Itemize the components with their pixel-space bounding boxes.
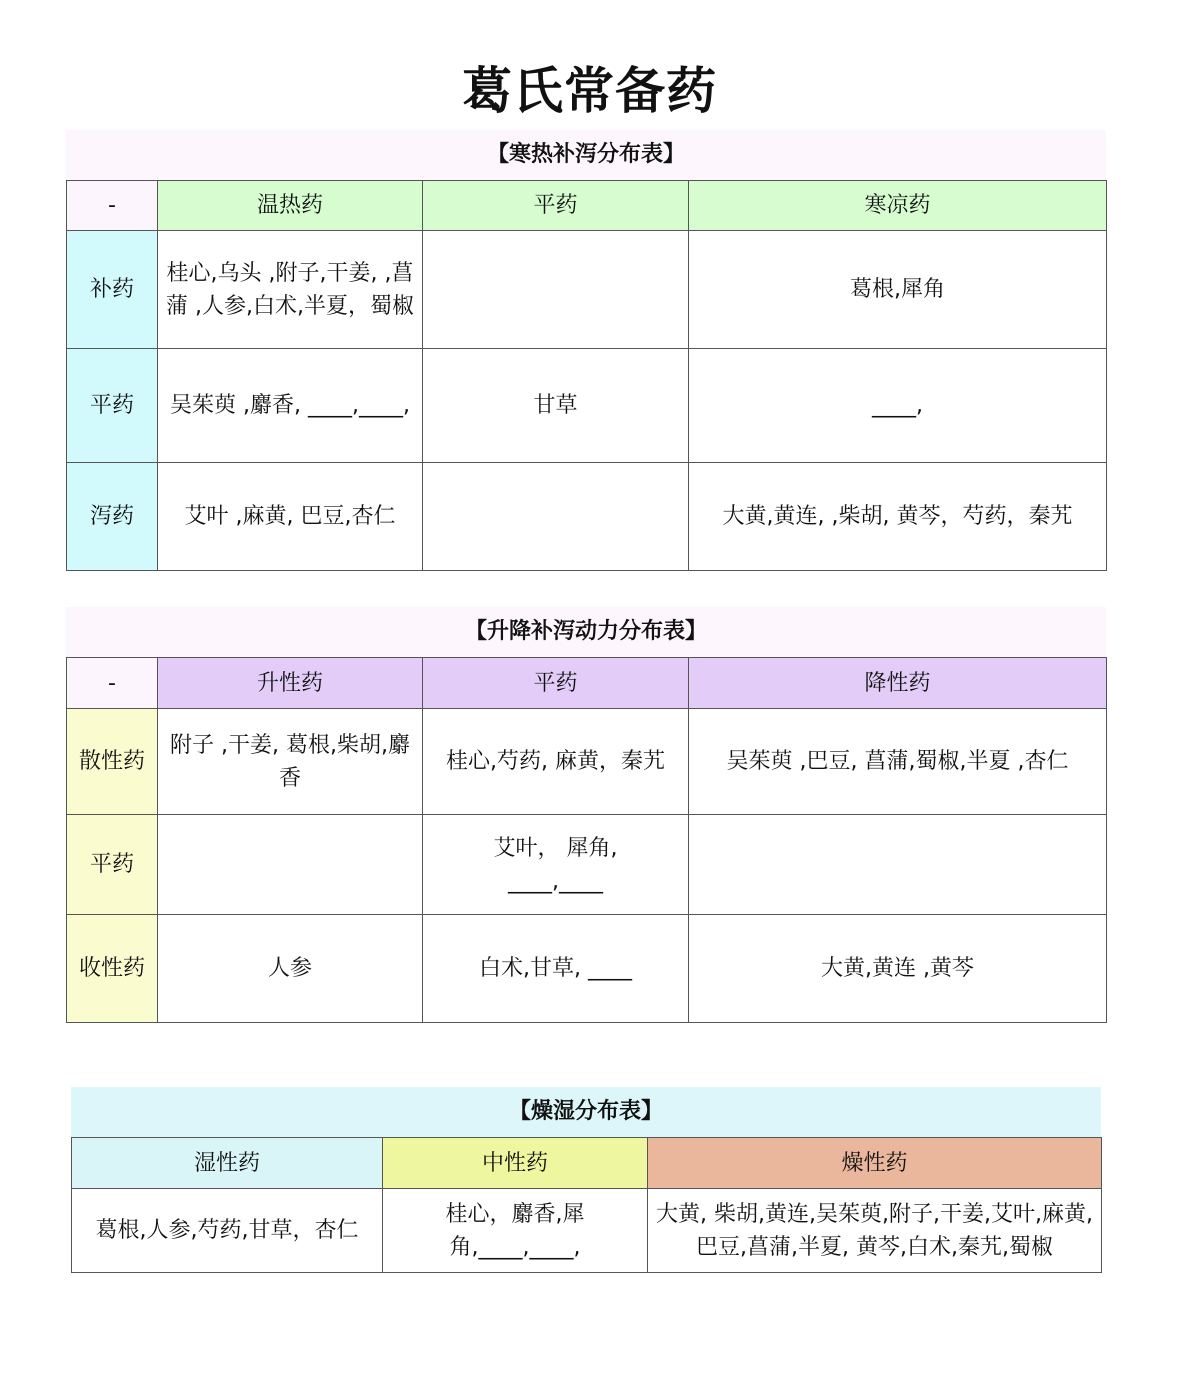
table2-corner: - [67,658,158,709]
table3-caption: 【燥湿分布表】 [71,1087,1101,1137]
table2-cell: 吴茱萸 ,巴豆, 菖蒲,蜀椒,半夏 ,杏仁 [689,709,1107,815]
table1-row-label: 补药 [67,231,158,349]
table1-row-label: 平药 [67,349,158,463]
table2-row-label: 平药 [67,815,158,915]
rise-fall-table [66,657,1107,1023]
table1-cell: 桂心,乌头 ,附子,干姜, ,菖蒲 ,人参,白术,半夏，蜀椒 [158,231,423,349]
table1-cell [423,463,689,571]
table1-cell: 葛根,犀角 [689,231,1107,349]
table1-caption: 【寒热补泻分布表】 [66,130,1106,180]
table3-header-damp: 湿性药 [72,1138,383,1189]
table2-cell: 人参 [158,915,423,1023]
table2-header-falling: 降性药 [689,658,1107,709]
table2-row-label: 散性药 [67,709,158,815]
table1-cell: 甘草 [423,349,689,463]
table3-cell: 葛根,人参,芍药,甘草，杏仁 [72,1189,383,1273]
table2-cell: 艾叶， 犀角, ____,____ [423,815,689,915]
table3-header-dry: 燥性药 [648,1138,1102,1189]
table2-cell [689,815,1107,915]
page-title: 葛氏常备药 [462,62,717,120]
table1-header-cold: 寒凉药 [689,181,1107,231]
table1-row-label: 泻药 [67,463,158,571]
table1-corner: - [67,181,158,231]
table1-cell: 大黄,黄连, ,柴胡, 黄芩，芍药，秦艽 [689,463,1107,571]
table2-cell: 大黄,黄连 ,黄芩 [689,915,1107,1023]
table2-cell: 桂心,芍药, 麻黄，秦艽 [423,709,689,815]
dry-damp-table [71,1137,1102,1273]
table3-cell: 桂心，麝香,犀角,____,____, [383,1189,648,1273]
table1-header-neutral: 平药 [423,181,689,231]
table2-cell: 白术,甘草, ____ [423,915,689,1023]
table1-cell: ____, [689,349,1107,463]
table1-header-warm: 温热药 [158,181,423,231]
table1-cell: 吴茱萸 ,麝香, ____,____, [158,349,423,463]
table3-header-neutral: 中性药 [383,1138,648,1189]
table2-cell: 附子 ,干姜, 葛根,柴胡,麝香 [158,709,423,815]
table3-cell: 大黄, 柴胡,黄连,吴茱萸,附子,干姜,艾叶,麻黄,巴豆,菖蒲,半夏, 黄芩,白术,秦艽,蜀椒 [648,1189,1102,1273]
table2-header-neutral: 平药 [423,658,689,709]
table1-cell: 艾叶 ,麻黄, 巴豆,杏仁 [158,463,423,571]
cold-heat-table [66,180,1107,571]
table2-header-rising: 升性药 [158,658,423,709]
table2-cell [158,815,423,915]
table2-row-label: 收性药 [67,915,158,1023]
table2-caption: 【升降补泻动力分布表】 [66,607,1106,657]
table1-cell [423,231,689,349]
